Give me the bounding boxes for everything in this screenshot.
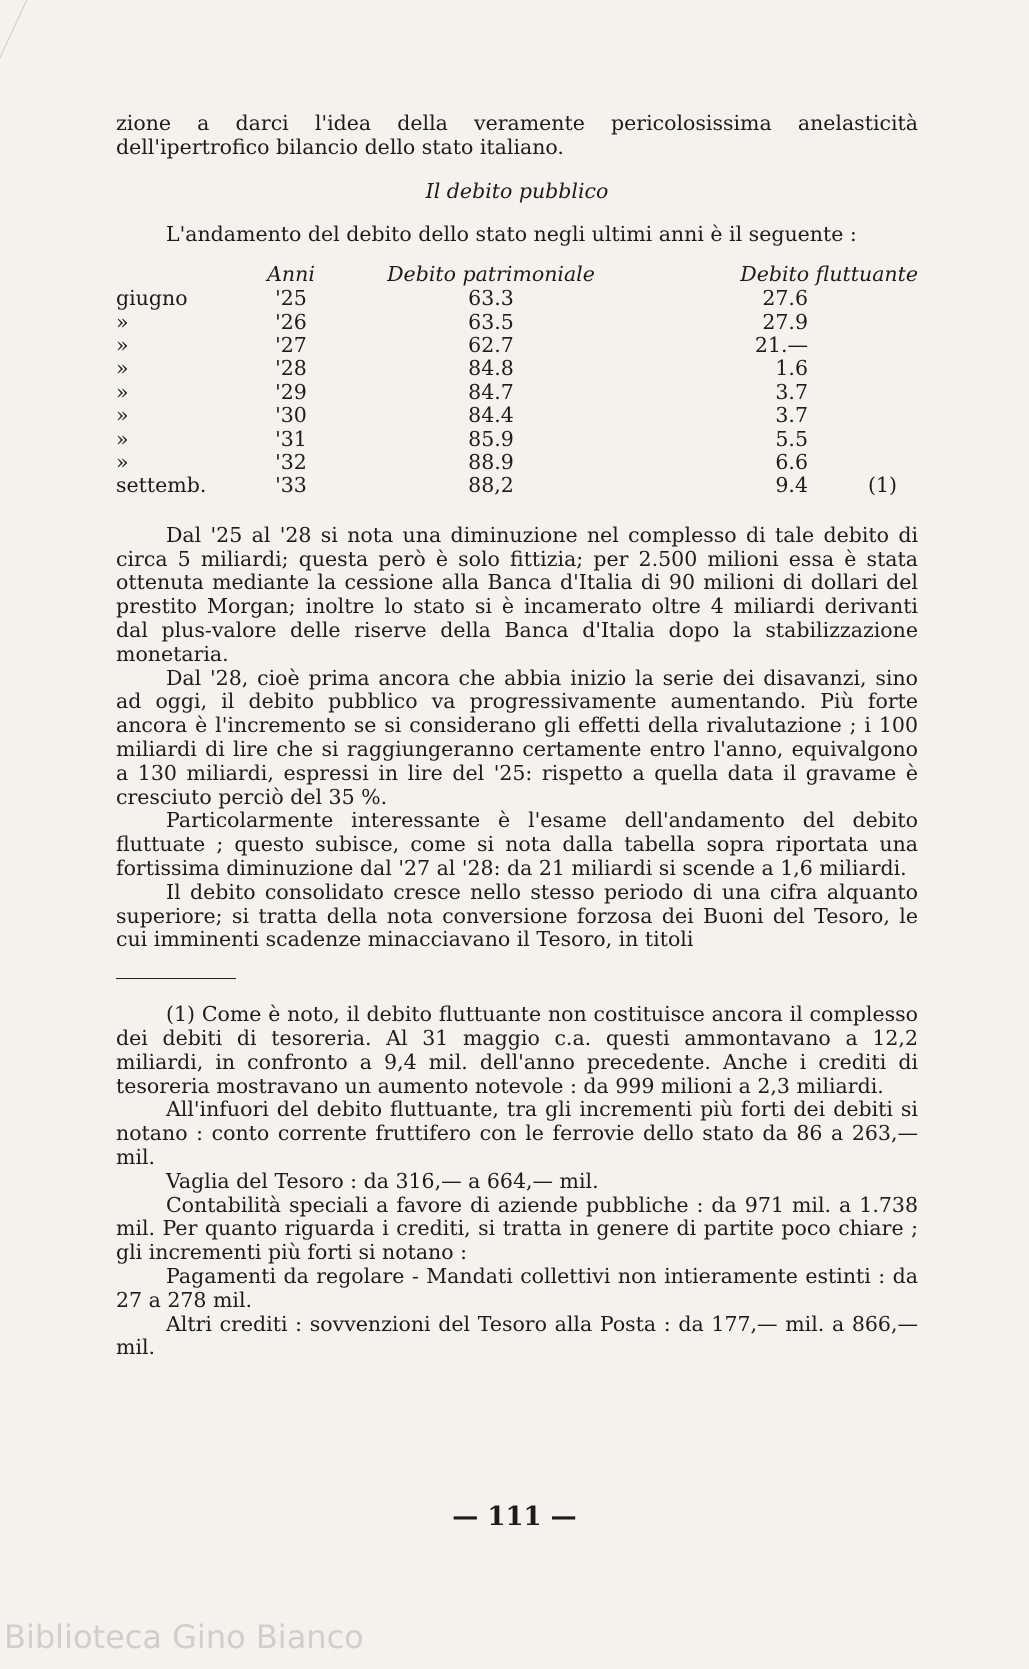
table-row (116, 287, 918, 310)
table-row (116, 311, 918, 334)
row-fluttuante: 3.7 (775, 403, 808, 428)
paragraph-4: Il debito consolidato cresce nello stesso periodo di una cifra alquanto superiore; si tratta della nota conversione forzosa dei Buoni del Tesoro, le cui imminenti scadenze minacciavano il Tesoro, in titoli (116, 879, 918, 952)
table-row (116, 404, 918, 427)
row-year: '31 (275, 426, 307, 451)
row-patrimoniale: 63.3 (468, 286, 514, 311)
row-year: '27 (275, 333, 307, 357)
row-year: '30 (275, 403, 307, 428)
footnote-2: All'infuori del debito fluttuante, tra gli incrementi più forti dei debiti si notano : conto corrente fruttifero con le ferrovie dello stato da 86 a 263,— mil. (116, 1097, 918, 1169)
row-year: '26 (275, 309, 307, 334)
lead-paragraph: L'andamento del debito dello stato negli ultimi anni è il seguente : (166, 222, 857, 247)
row-year: '25 (275, 286, 307, 311)
page-number: — 111 — (452, 1502, 577, 1532)
row-fluttuante: 5.5 (775, 426, 808, 451)
row-patrimoniale: 84.7 (468, 379, 514, 404)
section-title: Il debito pubblico (425, 178, 609, 203)
table-header-row (116, 261, 918, 287)
footnote-5: Pagamenti da regolare - Mandati collettivi non intieramente estinti : da 27 a 278 mil. (116, 1263, 918, 1312)
row-note (868, 428, 918, 451)
row-patrimoniale: 84.4 (468, 403, 514, 428)
row-fluttuante: 3.7 (775, 379, 808, 404)
table-row (116, 451, 918, 474)
row-label: settemb. (116, 473, 207, 498)
header-blank (116, 261, 226, 287)
footnote-4: Contabilità speciali a favore di aziende pubbliche : da 971 mil. a 1.738 mil. Per quanto riguarda i crediti, si tratta in genere di partite poco chiare ; gli incrementi più forti si notano : (116, 1192, 918, 1265)
row-note (868, 404, 918, 427)
table-row (116, 381, 918, 404)
row-year: '32 (275, 450, 307, 475)
row-label: giugno (116, 286, 188, 311)
row-patrimoniale: 63.5 (468, 309, 514, 334)
row-fluttuante: 27.9 (762, 309, 808, 334)
footnote-divider (116, 978, 236, 979)
row-note: (1) (868, 473, 898, 498)
row-patrimoniale: 88,2 (468, 473, 514, 498)
table-row (116, 474, 918, 497)
row-label: » (116, 403, 129, 428)
paragraph-3: Particolarmente interessante è l'esame dell'andamento del debito fluttuate ; questo subisce, come si nota dalla tabella sopra riportata una fortissima diminuzione dal '27 al '28: da 21 miliardi si scende a 1,6 miliardi. (116, 808, 918, 880)
row-note (868, 287, 918, 310)
row-label: » (116, 333, 129, 357)
row-label: » (116, 426, 129, 451)
row-note (868, 451, 918, 474)
header-anni: Anni (267, 262, 315, 287)
scan-artifact-line (0, 0, 87, 70)
row-fluttuante: 27.6 (762, 286, 808, 311)
debt-table (116, 261, 918, 498)
row-patrimoniale: 84.8 (468, 356, 514, 381)
footnote-1: (1) Come è noto, il debito fluttuante non costituisce ancora il complesso dei debiti di tesoreria. Al 31 maggio c.a. questi ammontavano a 12,2 miliardi, in confronto a 9,4 mil. dell'anno precedente. Anche i crediti di tesoreria mostravano un aumento notevole : da 999 milioni a 2,3 miliardi. (116, 1002, 918, 1098)
row-label: » (116, 450, 129, 475)
row-fluttuante: 1.6 (775, 356, 808, 381)
table-row (116, 334, 918, 357)
row-patrimoniale: 62.7 (468, 333, 514, 357)
footnote-6: Altri crediti : sovvenzioni del Tesoro alla Posta : da 177,— mil. a 866,— mil. (116, 1311, 918, 1360)
table-row (116, 357, 918, 380)
row-year: '29 (275, 379, 307, 404)
row-note (868, 381, 918, 404)
row-year: '28 (275, 356, 307, 381)
row-fluttuante: 6.6 (775, 450, 808, 475)
table-row (116, 428, 918, 451)
row-year: '33 (275, 473, 307, 498)
page-body (116, 112, 918, 1360)
row-note (868, 357, 918, 380)
row-label: » (116, 356, 129, 381)
header-fluttuante: Debito fluttuante (740, 262, 918, 287)
row-patrimoniale: 88.9 (468, 450, 514, 475)
paragraph-2: Dal '28, cioè prima ancora che abbia inizio la serie dei disavanzi, sino ad oggi, il debito pubblico va progressivamente aumentando. Più forte ancora è l'incremento se si considerano gli effetti della rivalutazione ; i 100 miliardi di lire che si raggiungeranno certamente entro l'anno, equivalgono a 130 miliardi, espressi in lire del '25: rispetto a quella data il gravame è cresciuto perciò del 35 %. (116, 665, 918, 809)
row-fluttuante: 9.4 (775, 473, 808, 498)
footnote-3: Vaglia del Tesoro : da 316,— a 664,— mil. (166, 1168, 599, 1193)
row-label: » (116, 309, 129, 334)
footnotes (116, 1003, 918, 1360)
intro-paragraph: zione a darci l'idea della veramente pericolosissima anelasticità dell'ipertrofico bilancio dello stato italiano. (116, 111, 918, 159)
library-watermark: Biblioteca Gino Bianco (4, 1618, 364, 1656)
row-note (868, 311, 918, 334)
header-patrimoniale: Debito patrimoniale (387, 262, 595, 287)
row-note (868, 334, 918, 357)
paragraph-1: Dal '25 al '28 si nota una diminuzione nel complesso di tale debito di circa 5 miliardi; questa però è solo fittizia; per 2.500 milioni essa è stata ottenuta mediante la cessione alla Banca d'Italia di 90 milioni di dollari del prestito Morgan; inoltre lo stato si è incamerato oltre 4 miliardi derivanti dal plus-valore delle riserve della Banca d'Italia dopo la stabilizzazione monetaria. (116, 522, 918, 666)
row-label: » (116, 379, 129, 404)
row-fluttuante: 21.— (754, 333, 808, 357)
row-patrimoniale: 85.9 (468, 426, 514, 451)
